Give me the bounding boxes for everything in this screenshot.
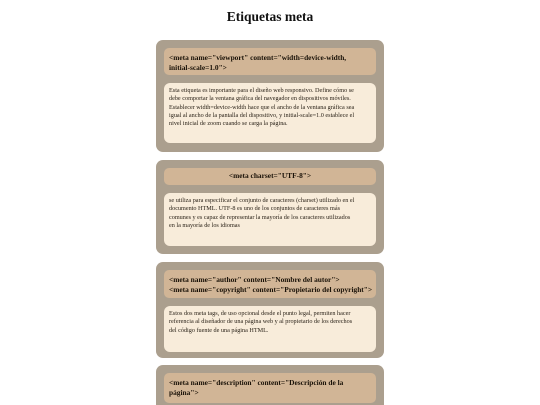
meta-card-charset: [156, 160, 384, 254]
page-title: Etiquetas meta: [226, 9, 314, 24]
meta-card-description: [156, 365, 384, 405]
meta-tag-description: [164, 193, 376, 246]
meta-tag-line: página">: [169, 387, 199, 397]
description-line: comunes y es capaz de representar la mayoría de los caracteres utilizados: [169, 213, 351, 221]
meta-tag-code: [164, 373, 376, 403]
description-line: en la mayoría de los idiomas: [169, 221, 240, 229]
meta-tag-code: [164, 270, 376, 298]
meta-card-viewport: [156, 40, 384, 152]
meta-tag-line: <meta name="copyright" content="Propietario del copyright">: [169, 284, 373, 294]
description-line: referencia al diseñador de una página web y al propietario de los derechos: [169, 318, 353, 326]
description-line: documento HTML. UTF-8 es uno de los conjuntos de caracteres más: [169, 205, 340, 213]
meta-tag-line: initial-scale=1.0">: [169, 62, 227, 72]
meta-tag-line: <meta name="author" content="Nombre del autor">: [169, 275, 340, 284]
meta-tag-code: [164, 168, 376, 185]
description-line: Estos dos meta tags, de uso opcional desde el punto legal, permiten hacer: [169, 310, 351, 317]
description-line: nivel inicial de zoom cuando se carga la página.: [169, 120, 288, 127]
description-line: igual al ancho de la pantalla del dispositivo, y initial-scale=1.0 establece el: [169, 111, 355, 119]
description-line: se utiliza para especificar el conjunto de caracteres (charset) utilizado en el: [169, 197, 355, 204]
meta-tag-line: <meta charset="UTF-8">: [228, 171, 312, 180]
meta-card-author-copyright: [156, 262, 384, 358]
description-line: debe comportar la ventana gráfica del navegador en dispositivos móviles.: [169, 95, 351, 103]
meta-tag-code: [164, 48, 376, 75]
description-line: Esta etiqueta es importante para el diseño web responsivo. Define cómo se: [169, 87, 354, 94]
meta-tag-line: <meta name="viewport" content="width=device-width,: [169, 53, 347, 62]
description-line: del código fuente de una página HTML.: [169, 326, 269, 334]
meta-tag-description: [164, 83, 376, 143]
meta-tag-line: <meta name="description" content="Descripción de la: [169, 378, 344, 387]
meta-tag-description: [164, 306, 376, 352]
description-line: Establecer width=device-width hace que el ancho de la ventana gráfica sea: [169, 103, 355, 111]
